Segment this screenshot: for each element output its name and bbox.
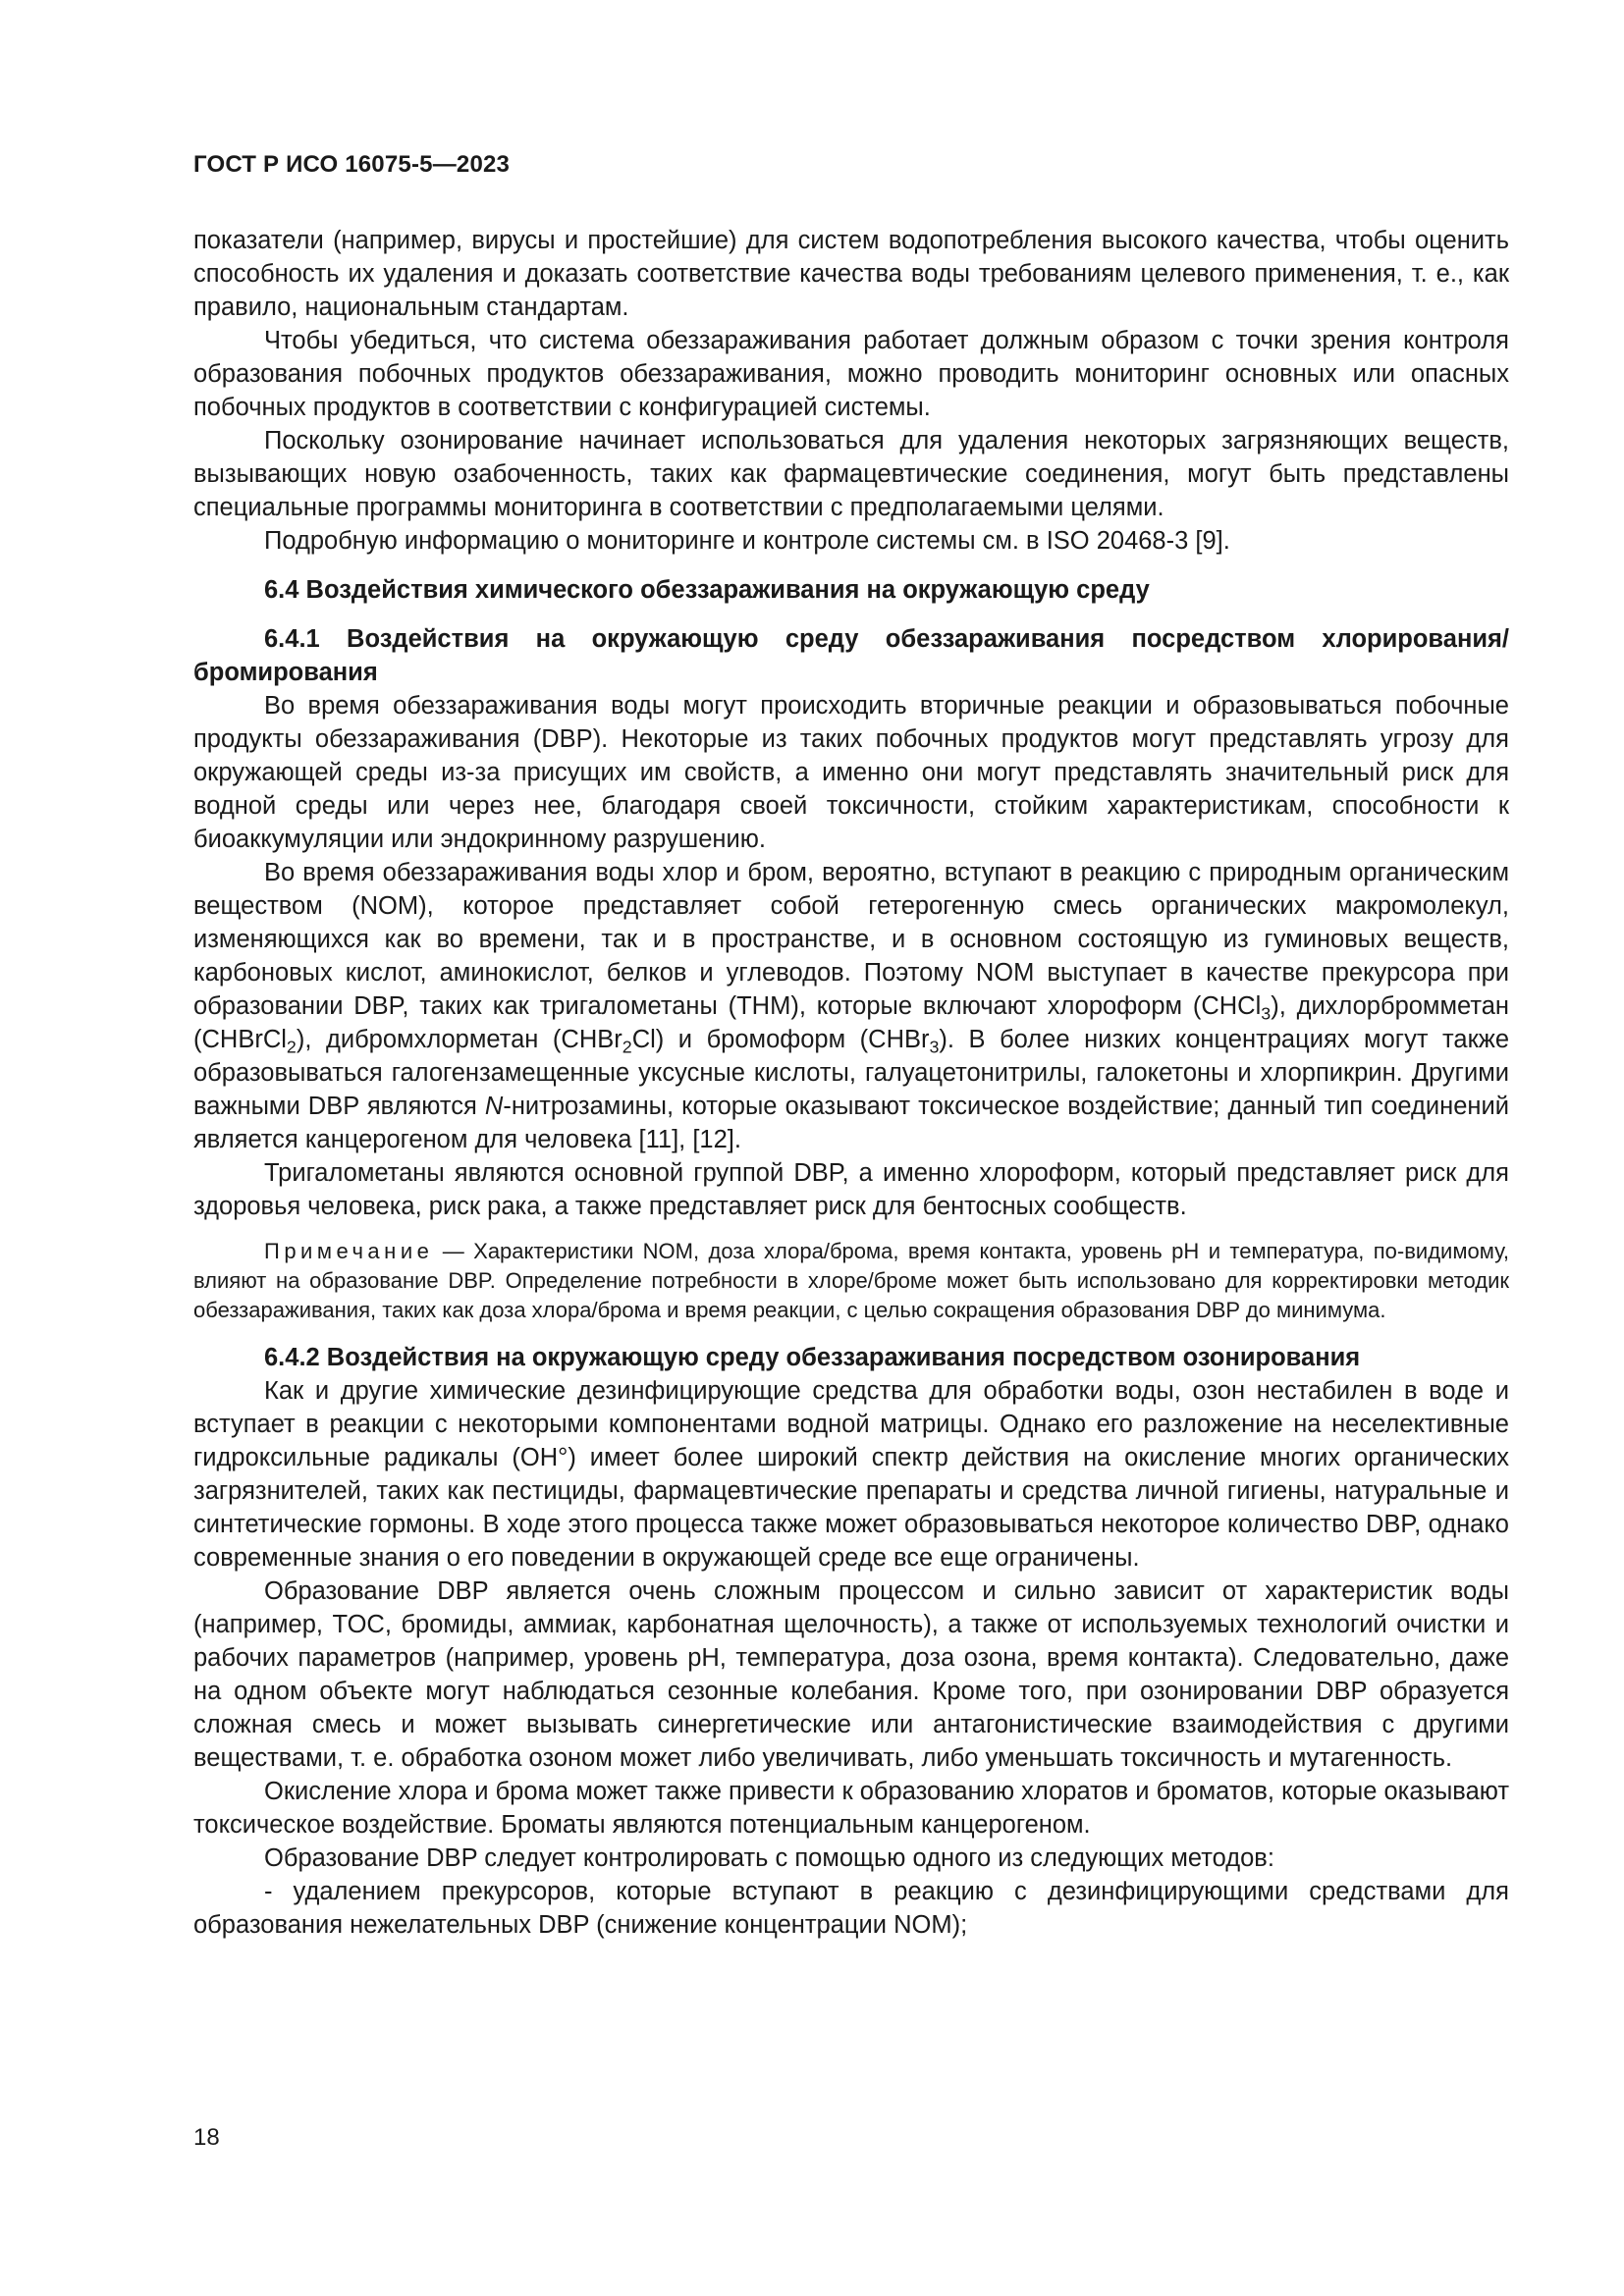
text-run: ). В более низких концентрациях могут также образовываться галогензамещенные уксусные кислоты, галуацетонитрилы, галокетоны и хлорпикрин. Другими важными DBP являются [193,1026,1510,1120]
paragraph: Образование DBP следует контролировать с помощью одного из следующих методов: [264,1844,1274,1872]
text-run: Cl) и бромоформ (CHBr [631,1026,930,1053]
note-text: — Характеристики NOM, доза хлора/брома, время контакта, уровень pH и температура, по-видимому, влияют на образование DBP. Определение потребности в хлоре/броме может быть использовано для корректировки методик обеззараживания, таких как доза хлора/брома и время реакции, с целью сокращения образования DBP до минимума. [193,1239,1509,1322]
paragraph: Во время обеззараживания воды могут происходить вторичные реакции и образовываться побочные продукты обеззараживания (DBP). Некоторые из таких побочных продуктов могут представлять угрозу для окружающей среды из-за присущих им свойств, а именно они могут представлять значительный риск для водной среды или через нее, благодаря своей токсичности, стойким характеристикам, способности к биоаккумуляции или эндокринному разрушению. [193,692,1509,853]
subscript: 3 [929,1037,940,1057]
section-heading-6-4-2: 6.4.2 Воздействия на окружающую среду обеззараживания посредством озонирования [264,1344,1361,1371]
text-run: Во время обеззараживания воды хлор и бром, вероятно, вступают в реакцию с природным органическим веществом (NOM), которое представляет собой гетерогенную смесь органических макромолекул, изменяющихся как во времени, так и в пространстве, и в основном состоящую из гуминовых веществ, карбоновых кислот, аминокислот, белков и углеводов. Поэтому NOM выступает в качестве прекурсора при образовании DBP, таких как тригалометаны (THM), которые включают хлороформ (CHCl [193,859,1509,1020]
italic-text: N [484,1093,504,1120]
text-run: ), дихлорбромметан (CHBrCl [193,992,1509,1053]
paragraph: Чтобы убедиться, что система обеззараживания работает должным образом с точки зрения контроля образования побочных продуктов обеззараживания, можно проводить мониторинг основных или опасных побочных продуктов в соответствии с конфигурацией системы. [193,327,1509,421]
note-label: Примечание [264,1239,434,1263]
note [193,1237,1509,1325]
subscript: 2 [286,1037,297,1057]
section-heading-6-4: 6.4 Воздействия химического обеззараживания на окружающую среду [264,576,1150,604]
paragraph-continued: показатели (например, вирусы и простейшие) для систем водопотребления высокого качества, чтобы оценить способность их удаления и доказать соответствие качества воды требованиям целевого применения, т. е., как правило, национальным стандартам. [193,227,1509,321]
page-number: 18 [193,2124,220,2151]
paragraph: Подробную информацию о мониторинге и контроле системы см. в ISO 20468-3 [9]. [264,527,1230,555]
subscript: 3 [1261,1003,1272,1024]
paragraph: Как и другие химические дезинфицирующие средства для обработки воды, озон нестабилен в воде и вступает в реакции с некоторыми компонентами водной матрицы. Однако его разложение на неселективные гидроксильные радикалы (OH°) имеет более широкий спектр действия на окисление многих органических загрязнителей, таких как пестициды, фармацевтические препараты и средства личной гигиены, натуральные и синтетические гормоны. В ходе этого процесса также может образовываться некоторое количество DBP, однако современные знания о его поведении в окружающей среде все еще ограничены. [193,1377,1509,1572]
page-body [193,224,1509,1942]
section-heading-6-4-1: 6.4.1 Воздействия на окружающую среду обеззараживания посредством хлорирования/бромирования [193,625,1509,686]
document-header: ГОСТ Р ИСО 16075-5—2023 [193,151,511,178]
subscript: 2 [622,1037,632,1057]
list-item: - удалением прекурсоров, которые вступают в реакцию с дезинфицирующими средствами для образования нежелательных DBP (снижение концентрации NOM); [193,1878,1509,1939]
paragraph: Поскольку озонирование начинает использоваться для удаления некоторых загрязняющих веществ, вызывающих новую озабоченность, таких как фармацевтические соединения, могут быть представлены специальные программы мониторинга в соответствии с предполагаемыми целями. [193,427,1509,521]
paragraph: Окисление хлора и брома может также привести к образованию хлоратов и броматов, которые оказывают токсическое воздействие. Броматы являются потенциальным канцерогеном. [193,1778,1509,1839]
text-run: -нитрозамины, которые оказывают токсическое воздействие; данный тип соединений является канцерогеном для человека [11], [12]. [193,1093,1509,1153]
paragraph: Образование DBP является очень сложным процессом и сильно зависит от характеристик воды (например, TOC, бромиды, аммиак, карбонатная щелочность), а также от используемых технологий очистки и рабочих параметров (например, уровень pH, температура, доза озона, время контакта). Следовательно, даже на одном объекте могут наблюдаться сезонные колебания. Кроме того, при озонировании DBP образуется сложная смесь и может вызывать синергетические или антагонистические взаимодействия с другими веществами, т. е. обработка озоном может либо увеличивать, либо уменьшать токсичность и мутагенность. [193,1577,1509,1772]
text-run: ), дибромхлорметан (CHBr [296,1026,623,1053]
paragraph-chemistry [193,856,1509,1156]
paragraph: Тригалометаны являются основной группой DBP, а именно хлороформ, который представляет риск для здоровья человека, риск рака, а также представляет риск для бентосных сообществ. [193,1159,1509,1220]
